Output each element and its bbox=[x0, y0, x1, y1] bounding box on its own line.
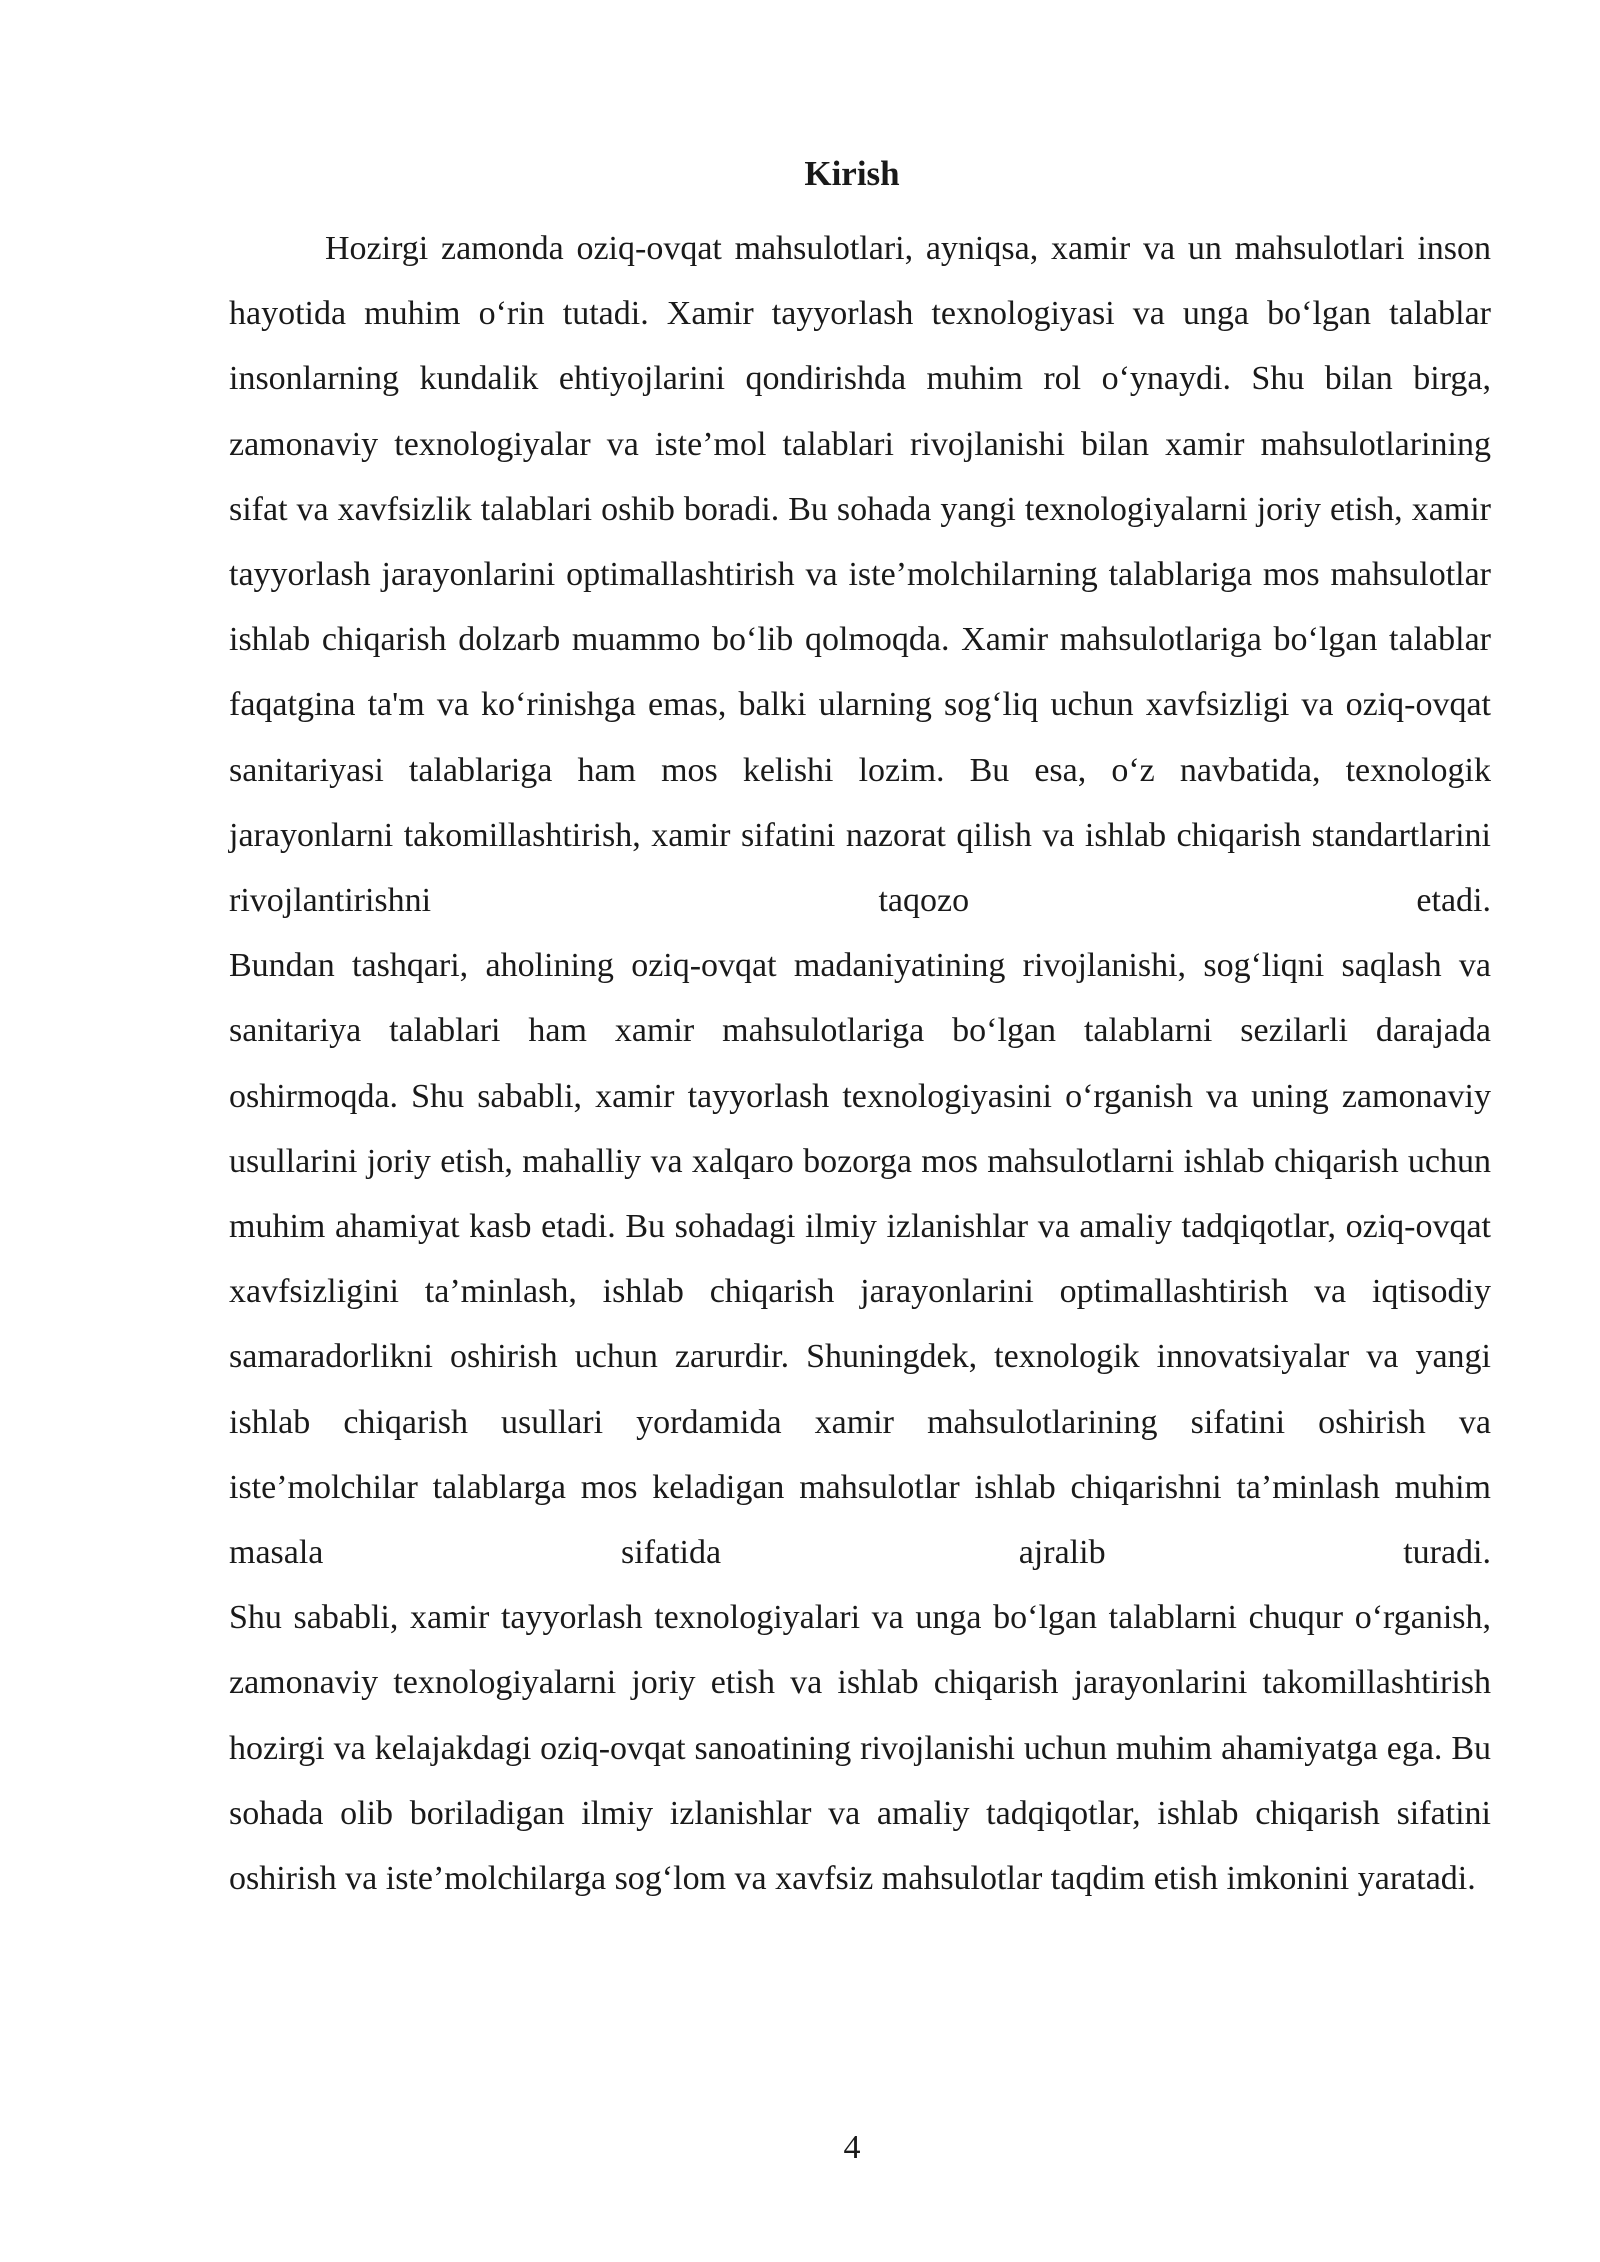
paragraph-3: Shu sababli, xamir tayyorlash texnologiyalari va unga bo‘lgan talablarni chuqur o‘rganish, zamonaviy texnologiyalarni joriy etish va ishlab chiqarish jarayonlarini takomillashtirish hozirgi va kelajakdagi oziq-ovqat sanoatining rivojlanishi uchun muhim ahamiyatga ega. Bu sohada olib boriladigan ilmiy izlanishlar va amaliy tadqiqotlar, ishlab chiqarish sifatini oshirish va iste’molchilarga sog‘lom va xavfsiz mahsulotlar taqdim etish imkonini yaratadi. bbox=[229, 1599, 1491, 1898]
body-text bbox=[229, 216, 1491, 1911]
paragraph-1: Hozirgi zamonda oziq-ovqat mahsulotlari, ayniqsa, xamir va un mahsulotlari inson hayotida muhim o‘rin tutadi. Xamir tayyorlash texnologiyasi va unga bo‘lgan talablar insonlarning kundalik ehtiyojlarini qondirishda muhim rol o‘ynaydi. Shu bilan birga, zamonaviy texnologiyalar va iste’mol talablari rivojlanishi bilan xamir mahsulotlarining sifat va xavfsizlik talablari oshib boradi. Bu sohada yangi texnologiyalarni joriy etish, xamir tayyorlash jarayonlarini optimallashtirish va iste’molchilarning talablariga mos mahsulotlar ishlab chiqarish dolzarb muammo bo‘lib qolmoqda. Xamir mahsulotlariga bo‘lgan talablar faqatgina ta'm va ko‘rinishga emas, balki ularning sog‘liq uchun xavfsizligi va oziq-ovqat sanitariyasi talablariga ham mos kelishi lozim. Bu esa, o‘z navbatida, texnologik jarayonlarni takomillashtirish, xamir sifatini nazorat qilish va ishlab chiqarish standartlarini rivojlantirishni taqozo etadi. bbox=[229, 230, 1491, 920]
section-heading: Kirish bbox=[804, 154, 900, 193]
page-number: 4 bbox=[843, 2129, 861, 2166]
paragraph-2: Bundan tashqari, aholining oziq-ovqat madaniyatining rivojlanishi, sog‘liqni saqlash va sanitariya talablari ham xamir mahsulotlariga bo‘lgan talablarni sezilarli darajada oshirmoqda. Shu sababli, xamir tayyorlash texnologiyasini o‘rganish va uning zamonaviy usullarini joriy etish, mahalliy va xalqaro bozorga mos mahsulotlarni ishlab chiqarish uchun muhim ahamiyat kasb etadi. Bu sohadagi ilmiy izlanishlar va amaliy tadqiqotlar, oziq-ovqat xavfsizligini ta’minlash, ishlab chiqarish jarayonlarini optimallashtirish va iqtisodiy samaradorlikni oshirish uchun zarurdir. Shuningdek, texnologik innovatsiyalar va yangi ishlab chiqarish usullari yordamida xamir mahsulotlarining sifatini oshirish va iste’molchilar talablarga mos keladigan mahsulotlar ishlab chiqarishni ta’minlash muhim masala sifatida ajralib turadi. bbox=[229, 947, 1491, 1572]
